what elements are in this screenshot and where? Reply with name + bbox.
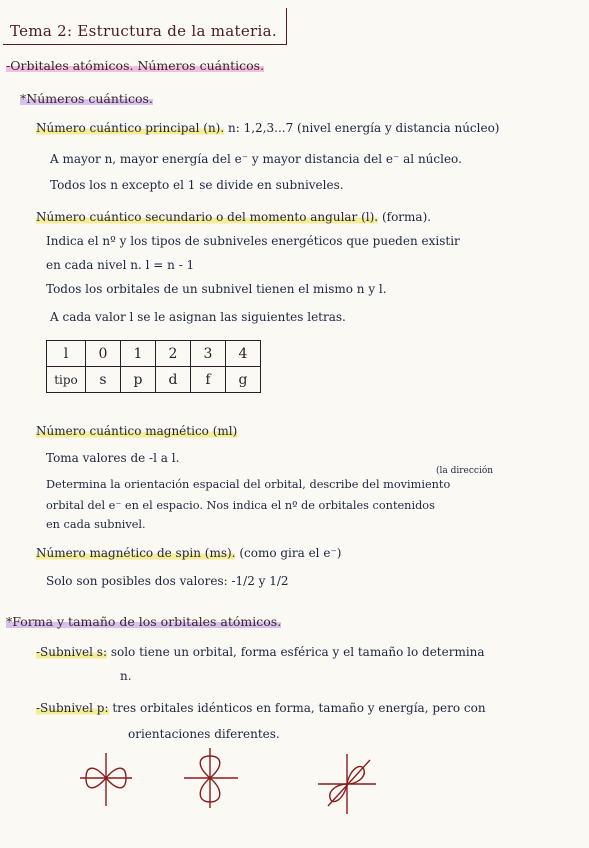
ml-line-3: orbital del e⁻ en el espacio. Nos indica el nº de orbitales contenidos (46, 499, 435, 512)
p-orbitals-drawing (70, 748, 390, 828)
subnivel-p-line-1: -Subnivel p: tres orbitales idénticos en forma, tamaño y energía, pero con (36, 701, 486, 715)
n-line-1: A mayor n, mayor energía del e⁻ y mayor distancia del e⁻ al núcleo. (50, 152, 462, 166)
ml-line-4: en cada subnivel. (46, 518, 146, 531)
page-title: Tema 2: Estructura de la materia. (10, 22, 277, 40)
subsection-heading-numeros: *Números cuánticos. (20, 91, 153, 106)
subnivel-s-line-2: n. (120, 669, 132, 683)
n-heading: Número cuántico principal (n). n: 1,2,3...7 (nivel energía y distancia núcleo) (36, 121, 500, 135)
ml-note: (la dirección (436, 466, 494, 476)
py-orbital-sketch (184, 748, 238, 808)
table-cell: tipo (47, 367, 86, 393)
subsection-heading-forma: *Forma y tamaño de los orbitales atómicos. (6, 614, 282, 629)
table-cell: 3 (191, 341, 226, 367)
l-line-2: en cada nivel n. l = n - 1 (46, 258, 195, 272)
table-cell: 2 (156, 341, 191, 367)
table-cell: 0 (86, 341, 121, 367)
table-row (47, 341, 261, 367)
table-cell: p (121, 367, 156, 393)
table-row (47, 367, 261, 393)
ml-line-1: Toma valores de -l a l. (46, 451, 180, 465)
subnivel-s-line-1: -Subnivel s: solo tiene un orbital, forma esférica y el tamaño lo determina (36, 645, 485, 659)
px-orbital-sketch (80, 753, 132, 806)
ml-line-2: Determina la orientación espacial del orbital, describe del movimiento (46, 478, 451, 491)
table-cell: g (226, 367, 261, 393)
table-cell: 4 (226, 341, 261, 367)
section-heading-orbitales: -Orbitales atómicos. Números cuánticos. (6, 58, 265, 73)
ms-heading: Número magnético de spin (ms). (como gira el e⁻) (36, 546, 342, 560)
table-cell: 1 (121, 341, 156, 367)
l-line-1: Indica el nº y los tipos de subniveles energéticos que pueden existir (46, 234, 460, 248)
ms-line-1: Solo son posibles dos valores: -1/2 y 1/2 (46, 574, 289, 588)
l-letters-table (46, 340, 261, 393)
table-cell: s (86, 367, 121, 393)
l-line-4: A cada valor l se le asignan las siguientes letras. (50, 310, 346, 324)
n-line-2: Todos los n excepto el 1 se divide en subniveles. (50, 178, 344, 192)
table-cell: f (191, 367, 226, 393)
subnivel-p-line-2: orientaciones diferentes. (128, 727, 280, 741)
pz-orbital-sketch (318, 754, 376, 814)
table-cell: l (47, 341, 86, 367)
ml-heading: Número cuántico magnético (ml) (36, 424, 238, 438)
table-cell: d (156, 367, 191, 393)
l-line-3: Todos los orbitales de un subnivel tienen el mismo n y l. (46, 282, 387, 296)
l-heading: Número cuántico secundario o del momento angular (l). (forma). (36, 210, 432, 224)
